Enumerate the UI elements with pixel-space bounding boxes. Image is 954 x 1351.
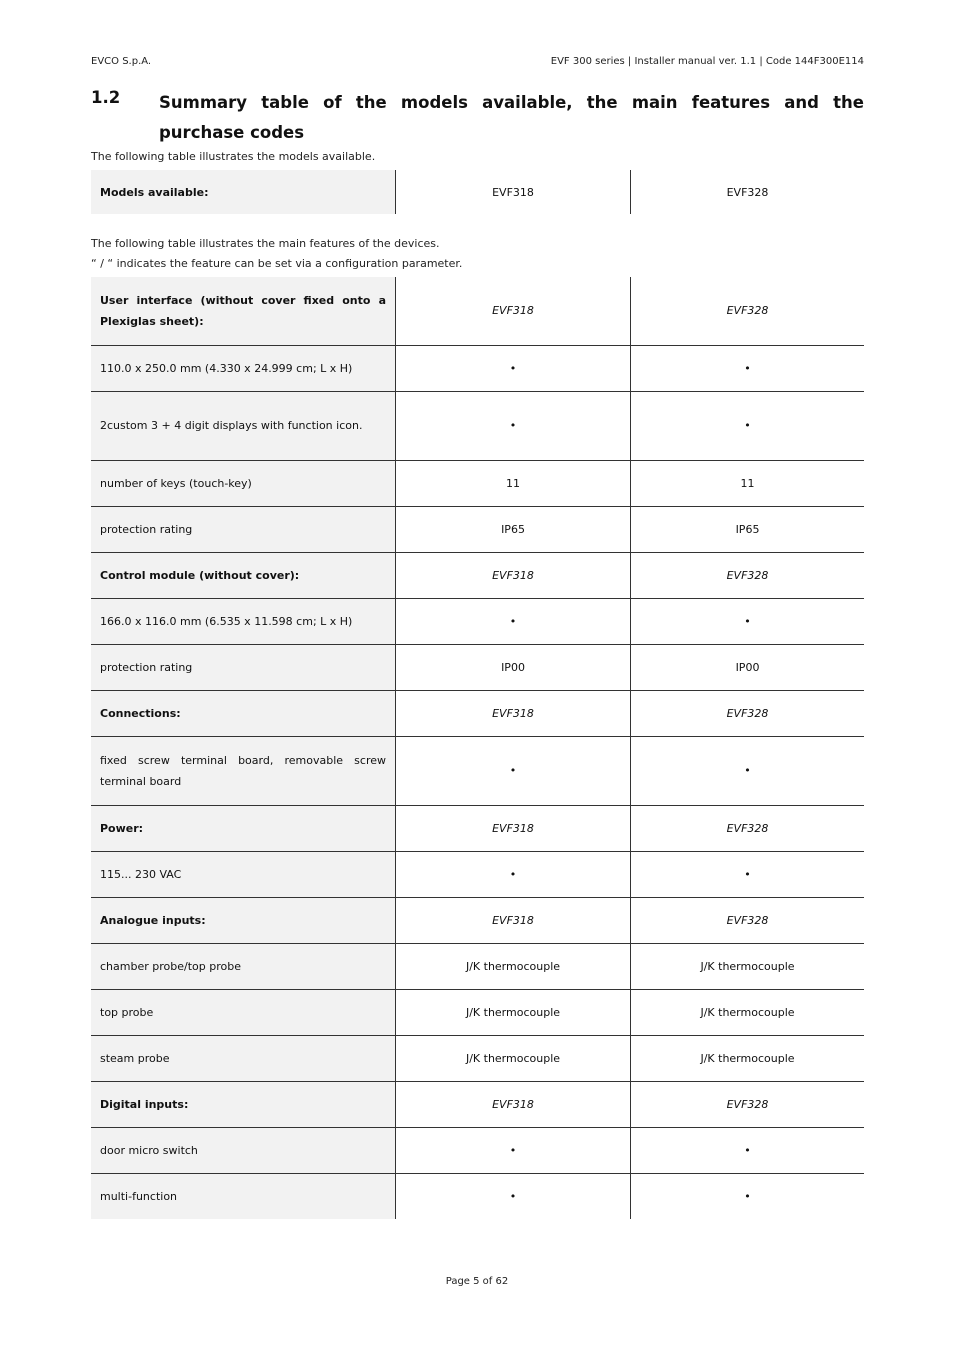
- feature-value-evf318: •: [396, 736, 631, 805]
- feature-value-evf318: J/K thermocouple: [396, 1035, 631, 1081]
- feature-label: protection rating: [91, 506, 396, 552]
- section-number: 1.2: [91, 88, 121, 107]
- feature-value-evf318: IP00: [396, 644, 631, 690]
- feature-value-evf318: EVF318: [396, 805, 631, 851]
- feature-label: fixed screw terminal board, removable screw terminal board: [91, 736, 396, 805]
- feature-section-label: Connections:: [91, 690, 396, 736]
- feature-value-evf328: EVF328: [631, 277, 865, 345]
- header-document-info: EVF 300 series | Installer manual ver. 1.1 | Code 144F300E114: [550, 56, 864, 67]
- feature-section-row: [91, 805, 864, 851]
- feature-value-evf318: J/K thermocouple: [396, 989, 631, 1035]
- feature-value-evf328: EVF328: [631, 1081, 865, 1127]
- feature-value-evf328: •: [631, 851, 865, 897]
- feature-row: [91, 598, 864, 644]
- feature-value-evf328: •: [631, 736, 865, 805]
- feature-value-evf328: 11: [631, 460, 865, 506]
- feature-row: [91, 851, 864, 897]
- feature-section-row: [91, 897, 864, 943]
- model-evf328: EVF328: [631, 170, 865, 214]
- feature-row: [91, 460, 864, 506]
- page-number: Page 5 of 62: [445, 1276, 509, 1287]
- feature-label: multi-function: [91, 1173, 396, 1219]
- feature-value-evf328: •: [631, 345, 865, 391]
- feature-value-evf328: EVF328: [631, 552, 865, 598]
- feature-value-evf328: IP00: [631, 644, 865, 690]
- feature-row: [91, 989, 864, 1035]
- feature-value-evf328: •: [631, 391, 865, 460]
- feature-row: [91, 391, 864, 460]
- feature-label: steam probe: [91, 1035, 396, 1081]
- feature-row: [91, 506, 864, 552]
- feature-section-label: Digital inputs:: [91, 1081, 396, 1127]
- feature-section-row: [91, 690, 864, 736]
- feature-row: [91, 943, 864, 989]
- feature-value-evf318: EVF318: [396, 277, 631, 345]
- feature-value-evf328: J/K thermocouple: [631, 943, 865, 989]
- feature-value-evf328: IP65: [631, 506, 865, 552]
- feature-row: [91, 1035, 864, 1081]
- feature-value-evf318: EVF318: [396, 552, 631, 598]
- feature-value-evf328: •: [631, 1127, 865, 1173]
- feature-label: protection rating: [91, 644, 396, 690]
- feature-value-evf318: •: [396, 391, 631, 460]
- feature-value-evf328: J/K thermocouple: [631, 989, 865, 1035]
- header-company: EVCO S.p.A.: [91, 56, 152, 67]
- feature-section-label: Power:: [91, 805, 396, 851]
- feature-row: [91, 736, 864, 805]
- intro-paragraph-features: The following table illustrates the main features of the devices.: [91, 237, 440, 250]
- feature-value-evf318: •: [396, 345, 631, 391]
- feature-section-row: [91, 277, 864, 345]
- feature-section-row: [91, 552, 864, 598]
- feature-value-evf328: J/K thermocouple: [631, 1035, 865, 1081]
- models-table: [91, 170, 864, 214]
- feature-label: top probe: [91, 989, 396, 1035]
- feature-value-evf318: •: [396, 1127, 631, 1173]
- feature-value-evf318: EVF318: [396, 690, 631, 736]
- feature-label: number of keys (touch-key): [91, 460, 396, 506]
- feature-section-row: [91, 1081, 864, 1127]
- intro-paragraph-models: The following table illustrates the models available.: [91, 150, 376, 163]
- feature-row: [91, 1173, 864, 1219]
- feature-value-evf328: •: [631, 1173, 865, 1219]
- feature-value-evf328: EVF328: [631, 805, 865, 851]
- feature-value-evf328: EVF328: [631, 897, 865, 943]
- model-evf318: EVF318: [396, 170, 631, 214]
- feature-label: 110.0 x 250.0 mm (4.330 x 24.999 cm; L x H): [91, 345, 396, 391]
- section-title: Summary table of the models available, the main features and the purchase codes: [159, 93, 864, 142]
- feature-value-evf318: •: [396, 598, 631, 644]
- feature-label: chamber probe/top probe: [91, 943, 396, 989]
- feature-value-evf318: •: [396, 1173, 631, 1219]
- feature-label: 115... 230 VAC: [91, 851, 396, 897]
- models-label: Models available:: [91, 170, 396, 214]
- feature-value-evf318: J/K thermocouple: [396, 943, 631, 989]
- feature-value-evf328: •: [631, 598, 865, 644]
- feature-value-evf318: EVF318: [396, 1081, 631, 1127]
- feature-value-evf318: EVF318: [396, 897, 631, 943]
- intro-paragraph-parameter-note: “ / “ indicates the feature can be set via a configuration parameter.: [91, 257, 463, 270]
- feature-row: [91, 345, 864, 391]
- feature-section-label: Analogue inputs:: [91, 897, 396, 943]
- features-table: [91, 277, 864, 1219]
- feature-value-evf318: •: [396, 851, 631, 897]
- feature-value-evf328: EVF328: [631, 690, 865, 736]
- feature-label: 2custom 3 + 4 digit displays with function icon.: [91, 391, 396, 460]
- feature-value-evf318: IP65: [396, 506, 631, 552]
- feature-section-label: User interface (without cover fixed onto a Plexiglas sheet):: [91, 277, 396, 345]
- feature-section-label: Control module (without cover):: [91, 552, 396, 598]
- feature-value-evf318: 11: [396, 460, 631, 506]
- feature-row: [91, 644, 864, 690]
- feature-label: 166.0 x 116.0 mm (6.535 x 11.598 cm; L x H): [91, 598, 396, 644]
- feature-row: [91, 1127, 864, 1173]
- feature-label: door micro switch: [91, 1127, 396, 1173]
- models-row: [91, 170, 864, 214]
